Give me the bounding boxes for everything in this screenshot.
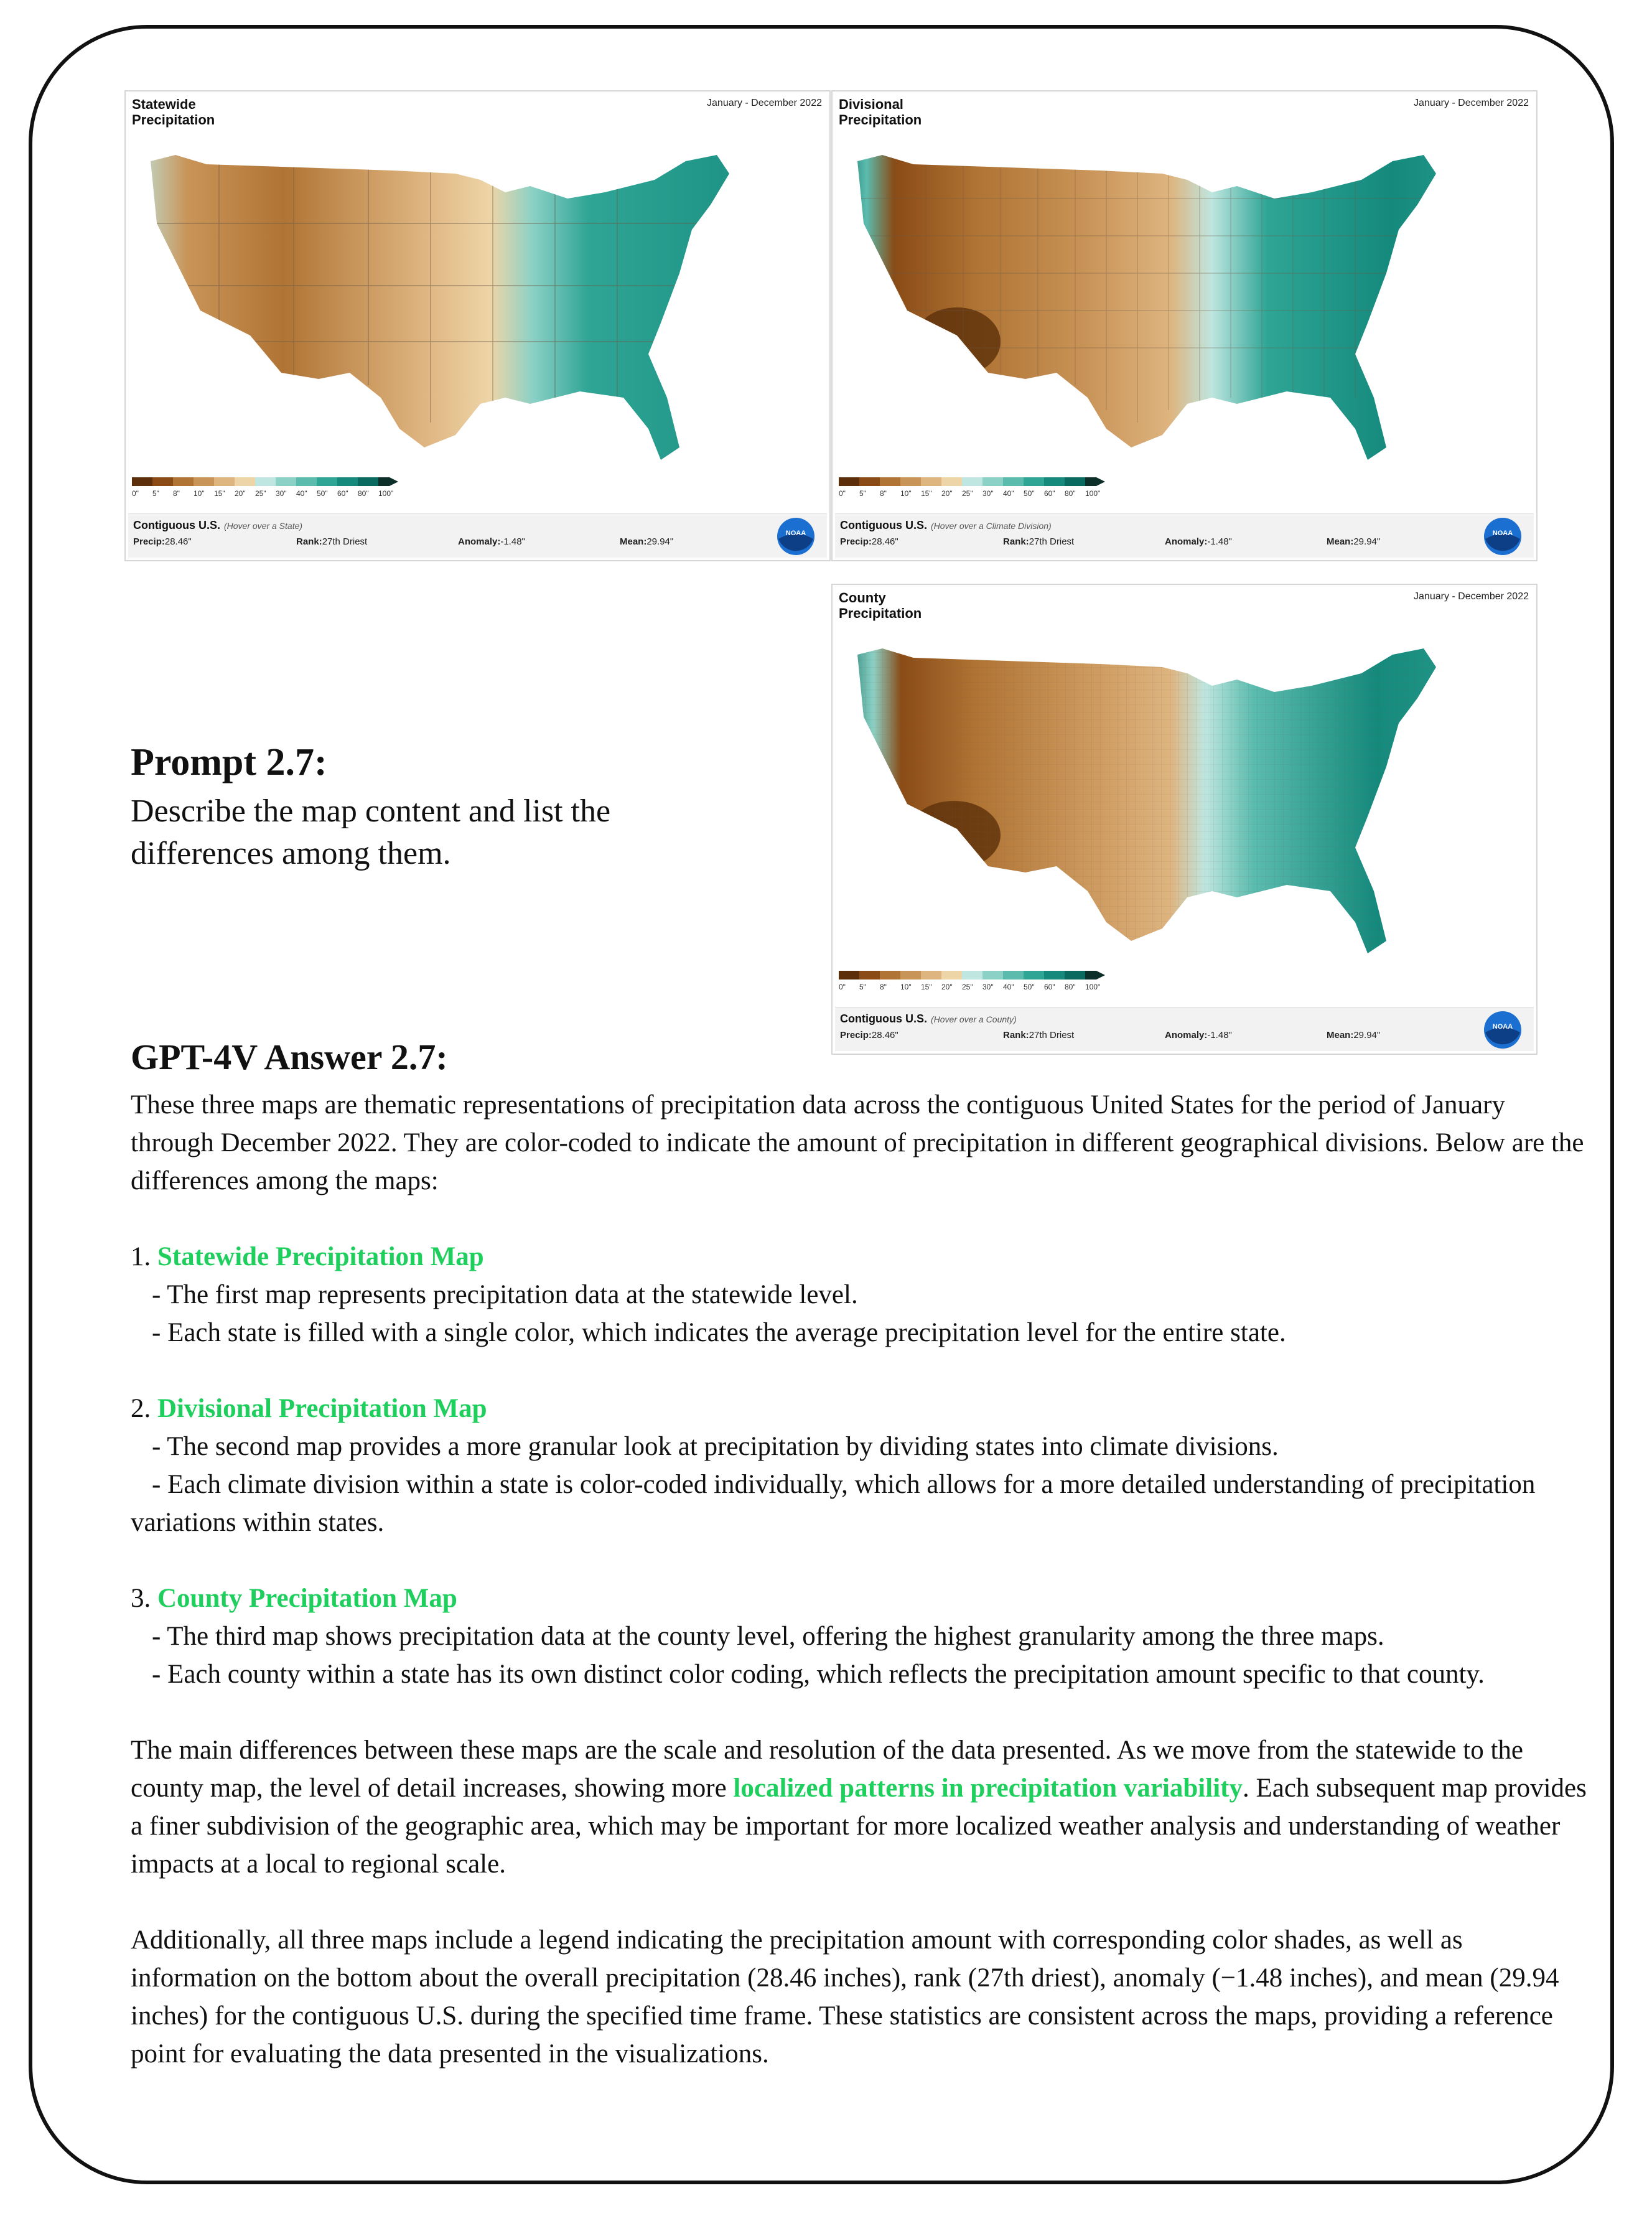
legend-swatch (255, 477, 276, 486)
county-map-panel (831, 584, 1538, 1055)
list-item-title: 1. Statewide Precipitation Map (131, 1242, 484, 1271)
legend-tick-label: 5" (859, 489, 866, 498)
county-map-title: County Precipitation Map (157, 1584, 457, 1613)
legend-tick-label: 50" (1024, 983, 1035, 991)
legend-swatch (1085, 971, 1096, 979)
legend-swatch (839, 477, 859, 486)
precip-value: 28.46" (871, 1030, 898, 1040)
map-date-range: January - December 2022 (1414, 98, 1529, 108)
map-date-range: January - December 2022 (1414, 591, 1529, 602)
legend-swatch (1065, 477, 1085, 486)
legend-tick-label: 20" (941, 489, 953, 498)
legend-swatch (358, 477, 378, 486)
legend-swatch (941, 477, 962, 486)
legend-swatch (921, 477, 941, 486)
answer-heading: GPT-4V Answer 2.7: (131, 1037, 448, 1077)
anomaly-value: -1.48" (500, 536, 525, 547)
legend-swatch (296, 477, 317, 486)
legend-swatch (982, 971, 1003, 979)
rank-value: 27th Driest (1029, 536, 1075, 547)
precip-value: 28.46" (871, 536, 898, 547)
legend-tick-label: 15" (921, 983, 932, 991)
svg-text:NOAA: NOAA (785, 530, 806, 537)
legend-swatch (941, 971, 962, 979)
legend-swatch (921, 971, 941, 979)
answer-body (131, 1086, 1587, 2111)
us-precipitation-map[interactable] (132, 136, 823, 472)
legend-swatch (194, 477, 214, 486)
svg-text:NOAA: NOAA (1492, 1023, 1513, 1031)
map-title: County Precipitation (839, 590, 922, 621)
legend-swatch (962, 971, 982, 979)
rank-value: 27th Driest (1029, 1030, 1075, 1040)
noaa-logo-icon[interactable] (776, 517, 816, 556)
precipitation-legend (839, 971, 1113, 996)
legend-swatch (317, 477, 337, 486)
legend-tick-label: 25" (962, 983, 973, 991)
list-item-line: - Each county within a state has its own distinct color coding, which reflects the precipitation amount specific to that county. (152, 1660, 1485, 1689)
legend-swatch (337, 477, 358, 486)
anomaly-value: -1.48" (1207, 536, 1232, 547)
legend-tick-label: 100" (1085, 489, 1101, 498)
legend-swatch (235, 477, 255, 486)
legend-swatch (839, 971, 859, 979)
list-item-line: - The first map represents precipitation data at the statewide level. (152, 1280, 858, 1309)
legend-tick-label: 60" (337, 489, 348, 498)
legend-swatch (900, 971, 921, 979)
legend-tick-label: 0" (839, 983, 846, 991)
summary-paragraph: The main differences between these maps are the scale and resolution of the data presented. As we move from the statewide to the county map, the level of detail increases, showing more localized patterns in precipitation variability. Each subsequent map provides a finer subdivision of the geographic area, which may be important for more localized weather analysis and understanding of weather impacts at a local to regional scale. (131, 1736, 1587, 1879)
legend-tick-label: 20" (235, 489, 246, 498)
legend-tick-label: 100" (378, 489, 394, 498)
us-precipitation-map[interactable] (839, 136, 1529, 472)
noaa-logo-icon[interactable] (1483, 517, 1523, 556)
legend-swatch (1003, 477, 1024, 486)
legend-swatch (880, 477, 900, 486)
legend-tick-label: 80" (1065, 983, 1076, 991)
noaa-logo-icon[interactable] (1483, 1010, 1523, 1050)
legend-tick-label: 50" (1024, 489, 1035, 498)
region-label: Contiguous U.S. (Hover over a State) (133, 519, 303, 531)
legend-tick-label: 15" (214, 489, 225, 498)
legend-tick-label: 30" (982, 489, 994, 498)
legend-tick-label: 8" (173, 489, 180, 498)
statewide-map-panel (124, 90, 831, 561)
legend-swatch (132, 477, 152, 486)
legend-swatch (1044, 477, 1065, 486)
legend-arrow-icon (1096, 971, 1105, 979)
hover-hint: (Hover over a Climate Division) (930, 521, 1052, 531)
hover-hint: (Hover over a State) (223, 521, 303, 531)
map-title: Divisional Precipitation (839, 96, 922, 128)
legend-swatch (276, 477, 296, 486)
stats-bar: Contiguous U.S. (Hover over a County) Precip:28.46" Rank:27th Driest Anomaly:-1.48" Mean:29.94" NOAA (835, 1007, 1534, 1051)
legend-tick-label: 10" (194, 489, 205, 498)
legend-swatch (859, 971, 880, 979)
answer-intro: These three maps are thematic representations of precipitation data across the contiguous United States for the period of January through December 2022. They are color-coded to indicate the amount of precipitation in different geographical divisions. Below are the differences among the maps: (131, 1090, 1584, 1195)
legend-tick-label: 40" (1003, 489, 1014, 498)
legend-swatch (152, 477, 173, 486)
legend-tick-label: 30" (982, 983, 994, 991)
legend-swatch (378, 477, 390, 486)
stats-bar: Contiguous U.S. (Hover over a Climate Division) Precip:28.46" Rank:27th Driest Anomaly:-1.48" Mean:29.94" NOAA (835, 513, 1534, 558)
list-item-title: 3. County Precipitation Map (131, 1584, 457, 1613)
legend-tick-label: 30" (276, 489, 287, 498)
legend-arrow-icon (390, 477, 398, 486)
legend-tick-label: 0" (132, 489, 139, 498)
legend-swatch (1085, 477, 1096, 486)
legend-tick-label: 80" (1065, 489, 1076, 498)
prompt-text: Describe the map content and list the differences among them. (131, 793, 611, 871)
legend-tick-label: 40" (1003, 983, 1014, 991)
list-item-line: - The third map shows precipitation data at the county level, offering the highest granularity among the three maps. (152, 1622, 1384, 1651)
region-label: Contiguous U.S. (Hover over a Climate Division) (840, 519, 1052, 531)
legend-tick-label: 10" (900, 983, 912, 991)
legend-tick-label: 8" (880, 489, 887, 498)
hover-hint: (Hover over a County) (930, 1014, 1017, 1024)
stats-bar: Contiguous U.S. (Hover over a State) Precip:28.46" Rank:27th Driest Anomaly:-1.48" Mean:29.94" NOAA (128, 513, 827, 558)
legend-tick-label: 50" (317, 489, 328, 498)
legend-tick-label: 60" (1044, 489, 1055, 498)
legend-tick-label: 40" (296, 489, 307, 498)
precipitation-legend (132, 477, 406, 502)
legend-swatch (859, 477, 880, 486)
legend-swatch (982, 477, 1003, 486)
legend-tick-label: 5" (152, 489, 159, 498)
legend-swatch (1024, 477, 1044, 486)
precipitation-legend (839, 477, 1113, 502)
list-item-line: - The second map provides a more granular look at precipitation by dividing states into climate divisions. (152, 1432, 1279, 1461)
prompt-heading: Prompt 2.7: (131, 741, 327, 783)
map-date-range: January - December 2022 (707, 98, 822, 108)
mean-value: 29.94" (646, 536, 674, 547)
legend-swatch (1065, 971, 1085, 979)
anomaly-value: -1.48" (1207, 1030, 1232, 1040)
list-item-line: - Each climate division within a state is color-coded individually, which allows for a more detailed understanding of precipitation variations within states. (131, 1470, 1536, 1537)
region-label: Contiguous U.S. (Hover over a County) (840, 1012, 1017, 1025)
closing-paragraph: Additionally, all three maps include a legend indicating the precipitation amount with corresponding color shades, as well as information on the bottom about the overall precipitation (28.46 inches), rank (27th driest), anomaly (−1.48 inches), and mean (29.94 inches) for the contiguous U.S. during the specified time frame. These statistics are consistent across the maps, providing a reference point for evaluating the data presented in the visualizations. (131, 1925, 1559, 2069)
highlight-text: localized patterns in precipitation variability (733, 1774, 1243, 1803)
statewide-map-title: Statewide Precipitation Map (157, 1242, 484, 1271)
legend-swatch (962, 477, 982, 486)
divisional-map-title: Divisional Precipitation Map (157, 1394, 487, 1423)
legend-swatch (1044, 971, 1065, 979)
legend-tick-label: 60" (1044, 983, 1055, 991)
divisional-map-panel (831, 90, 1538, 561)
legend-arrow-icon (1096, 477, 1105, 486)
legend-tick-label: 0" (839, 489, 846, 498)
legend-tick-label: 80" (358, 489, 369, 498)
legend-swatch (880, 971, 900, 979)
legend-swatch (1003, 971, 1024, 979)
map-title: Statewide Precipitation (132, 96, 215, 128)
mean-value: 29.94" (1353, 1030, 1381, 1040)
legend-tick-label: 100" (1085, 983, 1101, 991)
legend-swatch (214, 477, 235, 486)
list-item-line: - Each state is filled with a single color, which indicates the average precipitation level for the entire state. (152, 1318, 1286, 1347)
precip-value: 28.46" (164, 536, 192, 547)
legend-tick-label: 15" (921, 489, 932, 498)
legend-tick-label: 25" (255, 489, 266, 498)
mean-value: 29.94" (1353, 536, 1381, 547)
legend-swatch (900, 477, 921, 486)
legend-tick-label: 8" (880, 983, 887, 991)
legend-tick-label: 20" (941, 983, 953, 991)
rank-value: 27th Driest (322, 536, 368, 547)
svg-text:NOAA: NOAA (1492, 530, 1513, 537)
us-precipitation-map[interactable] (839, 630, 1529, 966)
legend-tick-label: 5" (859, 983, 866, 991)
legend-tick-label: 25" (962, 489, 973, 498)
legend-swatch (173, 477, 194, 486)
legend-tick-label: 10" (900, 489, 912, 498)
list-item-title: 2. Divisional Precipitation Map (131, 1394, 487, 1423)
legend-swatch (1024, 971, 1044, 979)
